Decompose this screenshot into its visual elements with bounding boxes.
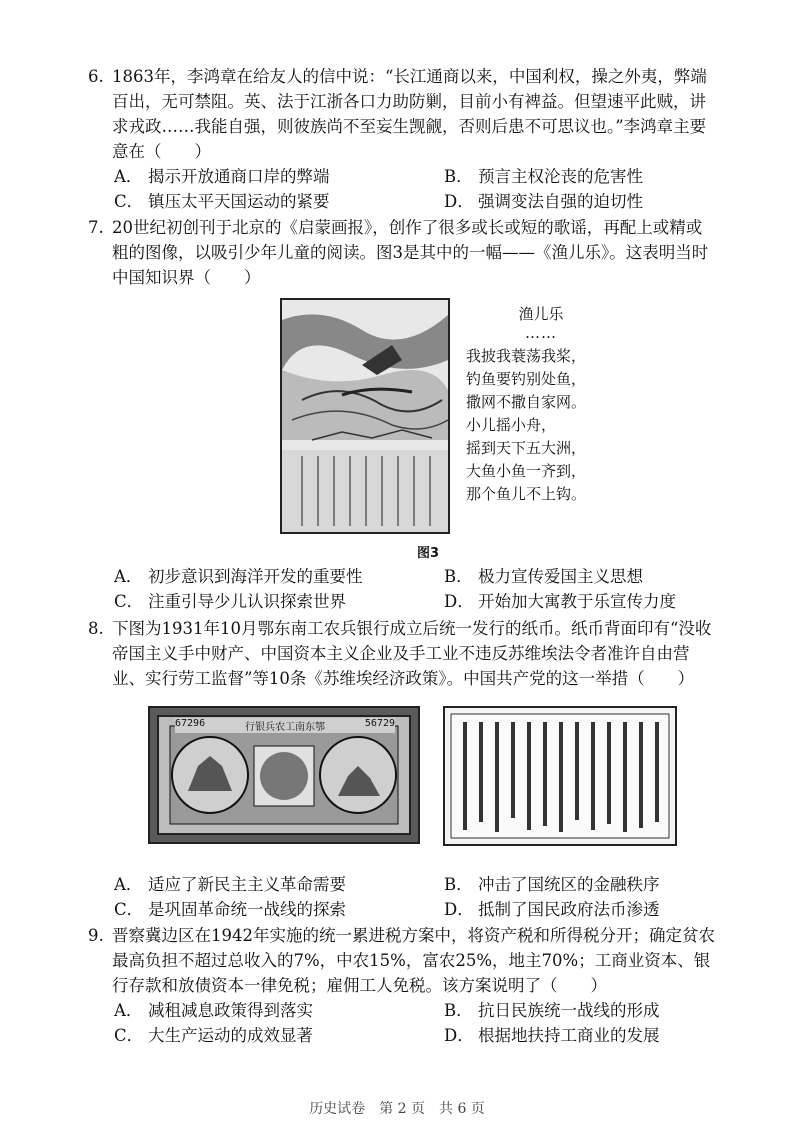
option-d[interactable] bbox=[444, 589, 744, 614]
question-7-options bbox=[88, 564, 718, 614]
option-text: 是巩固革命统一战线的探索 bbox=[148, 900, 346, 919]
option-a[interactable] bbox=[114, 872, 444, 897]
banknote-back bbox=[443, 706, 677, 846]
poem-line: 小儿摇小舟， bbox=[466, 416, 557, 434]
option-text: 注重引导少儿认识探索世界 bbox=[148, 592, 346, 611]
option-label: A． bbox=[114, 167, 143, 186]
question-8-stem bbox=[88, 616, 718, 691]
option-label: D． bbox=[444, 1026, 474, 1045]
poem-line: 钓鱼要钓别处鱼， bbox=[466, 370, 587, 388]
question-9 bbox=[88, 923, 718, 1048]
option-text: 镇压太平天国运动的紧要 bbox=[148, 192, 330, 211]
option-text: 冲击了国统区的金融秩序 bbox=[478, 875, 660, 894]
option-b[interactable] bbox=[444, 998, 744, 1023]
option-text: 适应了新民主主义革命需要 bbox=[148, 875, 346, 894]
option-text: 初步意识到海洋开发的重要性 bbox=[148, 567, 363, 586]
option-label: D． bbox=[444, 592, 474, 611]
option-label: C． bbox=[114, 592, 144, 611]
option-c[interactable] bbox=[114, 1023, 444, 1048]
question-number: 9. bbox=[88, 926, 104, 945]
option-label: A． bbox=[114, 875, 143, 894]
serial-number-left: 67296 bbox=[175, 718, 206, 729]
poem-line: 大鱼小鱼一齐到， bbox=[466, 462, 587, 480]
banknote-back-image bbox=[443, 706, 677, 846]
fishing-boy-illustration bbox=[282, 300, 448, 532]
option-text: 抵制了国民政府法币渗透 bbox=[478, 900, 660, 919]
option-label: D． bbox=[444, 900, 474, 919]
option-text: 极力宣传爱国主义思想 bbox=[478, 567, 643, 586]
option-label: B． bbox=[444, 1001, 473, 1020]
question-text: 晋察冀边区在1942年实施的统一累进税方案中，将资产税和所得税分开；确定贫农最高负担不超过总收入的7%，中农15%，富农25%，地主70%；工商业资本、银行存款和放债资本一律免税；雇佣工人免税。该方案说明了（ ） bbox=[112, 926, 715, 995]
poem-line: 我披我蓑荡我桨， bbox=[466, 347, 587, 365]
question-text: 1863年，李鸿章在给友人的信中说：“长江通商以来，中国利权，操之外夷，弊端百出，无可禁阻。英、法于江浙各口力助防剿，目前小有裨益。但望速平此贼，讲求戎政……我能自强，则彼族尚不至妄生觊觎，否则后患不可思议也。”李鸿章主要意在（ ） bbox=[112, 67, 707, 161]
option-label: A． bbox=[114, 1001, 143, 1020]
question-text: 下图为1931年10月鄂东南工农兵银行成立后统一发行的纸币。纸币背面印有“没收帝国主义手中财产、中国资本主义企业及手工业不违反苏维埃法令者准许自由营业、实行劳工监督”等10条《苏维埃经济政策》。中国共产党的这一举措（ ） bbox=[112, 619, 712, 688]
option-label: D． bbox=[444, 192, 474, 211]
option-label: B． bbox=[444, 875, 473, 894]
option-a[interactable] bbox=[114, 564, 444, 589]
figure-caption: 图3 bbox=[417, 546, 440, 561]
option-c[interactable] bbox=[114, 189, 444, 214]
question-number: 7. bbox=[88, 218, 104, 237]
option-c[interactable] bbox=[114, 589, 444, 614]
options bbox=[114, 998, 718, 1048]
option-a[interactable] bbox=[114, 164, 444, 189]
serial-number-right: 56729 bbox=[364, 718, 395, 729]
option-b[interactable] bbox=[444, 164, 744, 189]
option-text: 大生产运动的成效显著 bbox=[148, 1026, 313, 1045]
option-b[interactable] bbox=[444, 872, 744, 897]
bank-name: 行银兵农工南东鄂 bbox=[245, 722, 325, 733]
options bbox=[114, 872, 718, 922]
options bbox=[114, 164, 718, 214]
question-text: 20世纪初创刊于北京的《启蒙画报》，创作了很多或长或短的歌谣，再配上或精或粗的图像，以吸引少年儿童的阅读。图3是其中的一幅——《渔儿乐》。这表明当时中国知识界（ ） bbox=[112, 218, 709, 287]
option-c[interactable] bbox=[114, 897, 444, 922]
question-6 bbox=[88, 64, 718, 214]
option-text: 开始加大寓教于乐宣传力度 bbox=[478, 592, 676, 611]
option-text: 强调变法自强的迫切性 bbox=[478, 192, 643, 211]
option-label: C． bbox=[114, 192, 144, 211]
question-number: 6. bbox=[88, 67, 104, 86]
question-number: 8. bbox=[88, 619, 104, 638]
question-7-stem bbox=[88, 215, 718, 290]
question-8-options bbox=[88, 872, 718, 922]
option-text: 预言主权沦丧的危害性 bbox=[478, 167, 643, 186]
option-label: B． bbox=[444, 567, 473, 586]
option-text: 揭示开放通商口岸的弊端 bbox=[148, 167, 330, 186]
option-label: B． bbox=[444, 167, 473, 186]
option-d[interactable] bbox=[444, 189, 744, 214]
question-9-stem bbox=[88, 923, 718, 998]
poem-line: 撒网不撒自家网。 bbox=[466, 393, 587, 411]
options bbox=[114, 564, 718, 614]
option-label: A． bbox=[114, 567, 143, 586]
banknote-header bbox=[175, 718, 395, 733]
poem-line: 那个鱼儿不上钩。 bbox=[466, 485, 587, 503]
option-label: C． bbox=[114, 900, 144, 919]
option-text: 减租减息政策得到落实 bbox=[148, 1001, 313, 1020]
poem-yuerle bbox=[466, 303, 616, 506]
poem-title: 渔儿乐 bbox=[518, 305, 564, 323]
option-text: 根据地扶持工商业的发展 bbox=[478, 1026, 660, 1045]
question-7 bbox=[88, 215, 718, 290]
option-d[interactable] bbox=[444, 897, 744, 922]
option-text: 抗日民族统一战线的形成 bbox=[478, 1001, 660, 1020]
poem-line: 摇到天下五大洲， bbox=[466, 439, 587, 457]
option-label: C． bbox=[114, 1026, 144, 1045]
figure-3-woodcut bbox=[280, 298, 450, 534]
poem-ellipsis: …… bbox=[525, 324, 557, 342]
question-6-stem bbox=[88, 64, 718, 164]
question-8 bbox=[88, 616, 718, 691]
page-footer: 历史试卷 第 2 页 共 6 页 bbox=[309, 1101, 485, 1117]
option-d[interactable] bbox=[444, 1023, 744, 1048]
option-b[interactable] bbox=[444, 564, 744, 589]
option-a[interactable] bbox=[114, 998, 444, 1023]
